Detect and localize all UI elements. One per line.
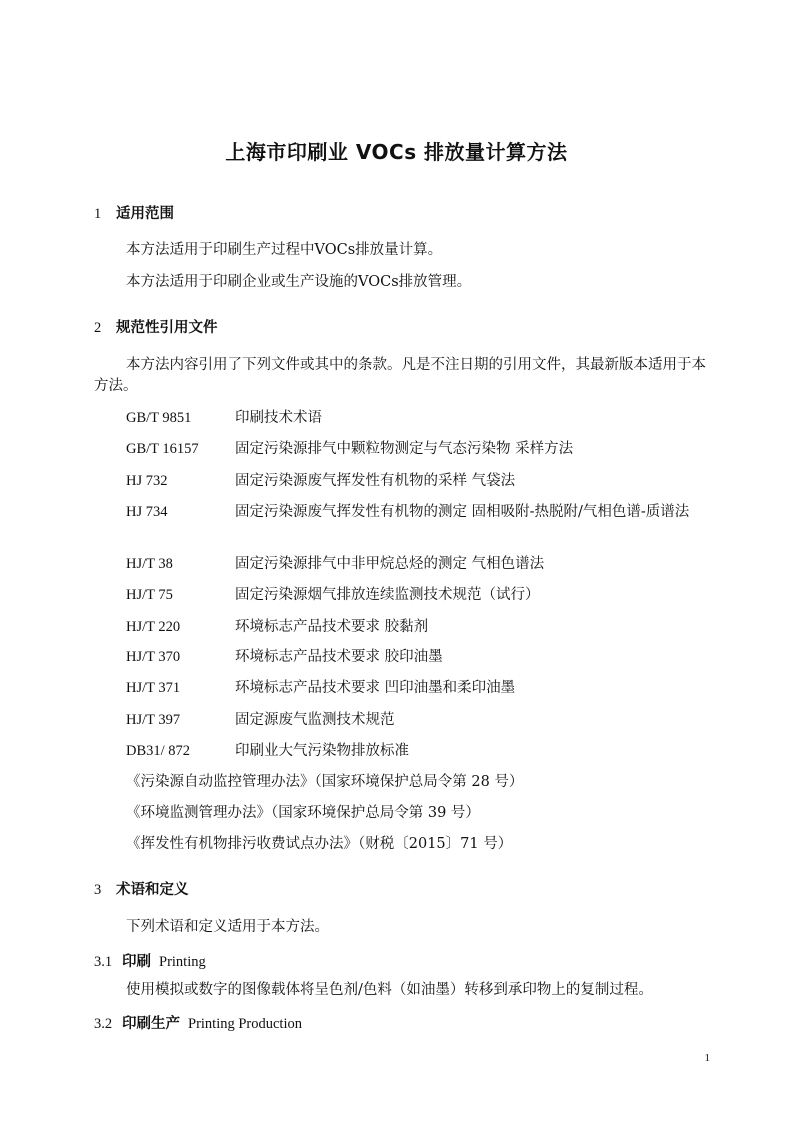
section-number: 2 <box>94 320 102 336</box>
reference-title: 固定污染源排气中颗粒物测定与气态污染物 采样方法 <box>235 441 574 457</box>
reference-code: HJ/T 38 <box>126 556 173 572</box>
reference-code: HJ 732 <box>126 473 168 489</box>
paragraph: 本方法适用于印刷企业或生产设施的VOCs排放管理。 <box>126 274 472 290</box>
paragraph: 本方法适用于印刷生产过程中VOCs排放量计算。 <box>126 242 443 258</box>
term-chinese: 印刷 <box>122 954 151 970</box>
reference-title: 固定污染源废气挥发性有机物的采样 气袋法 <box>235 473 516 489</box>
regulation-reference: 《挥发性有机物排污收费试点办法》（财税〔2015〕71 号） <box>126 836 513 852</box>
regulation-reference: 《环境监测管理办法》（国家环境保护总局令第 39 号） <box>126 805 480 821</box>
paragraph: 本方法内容引用了下列文件或其中的条款。凡是不注日期的引用文件，其最新版本适用于本方法。 <box>94 357 706 394</box>
reference-title: 环境标志产品技术要求 胶印油墨 <box>235 649 443 665</box>
reference-title: 环境标志产品技术要求 胶黏剂 <box>235 619 429 635</box>
reference-title: 固定污染源废气挥发性有机物的测定 固相吸附-热脱附/气相色谱-质谱法 <box>235 504 690 520</box>
paragraph: 下列术语和定义适用于本方法。 <box>126 919 329 935</box>
reference-code: HJ/T 220 <box>126 619 181 635</box>
reference-code: HJ/T 397 <box>126 712 181 728</box>
term-number: 3.1 <box>94 954 113 970</box>
reference-title: 印刷业大气污染物排放标准 <box>235 743 409 759</box>
term-english: Printing Production <box>188 1016 302 1032</box>
reference-title: 环境标志产品技术要求 凹印油墨和柔印油墨 <box>235 680 516 696</box>
term-chinese: 印刷生产 <box>122 1016 180 1032</box>
regulation-reference: 《污染源自动监控管理办法》（国家环境保护总局令第 28 号） <box>126 774 524 790</box>
reference-code: HJ/T 75 <box>126 587 173 603</box>
reference-code: HJ/T 370 <box>126 649 181 665</box>
reference-code: HJ/T 371 <box>126 680 181 696</box>
term-english: Printing <box>159 954 206 970</box>
term-heading <box>94 950 206 971</box>
section-1-heading <box>94 202 174 223</box>
section-title: 适用范围 <box>116 206 174 222</box>
reference-title: 固定源废气监测技术规范 <box>235 712 395 728</box>
section-title: 规范性引用文件 <box>116 320 218 336</box>
term-number: 3.2 <box>94 1016 113 1032</box>
reference-code: GB/T 16157 <box>126 441 199 457</box>
page-number: 1 <box>704 1052 710 1064</box>
section-3-heading <box>94 878 189 899</box>
section-number: 3 <box>94 882 102 898</box>
reference-code: GB/T 9851 <box>126 410 192 426</box>
section-number: 1 <box>94 206 102 222</box>
section-title: 术语和定义 <box>116 882 189 898</box>
document-title: 上海市印刷业 VOCs 排放量计算方法 <box>225 140 568 164</box>
term-heading <box>94 1012 302 1033</box>
reference-code: HJ 734 <box>126 504 168 520</box>
term-definition: 使用模拟或数字的图像载体将呈色剂/色料（如油墨）转移到承印物上的复制过程。 <box>126 982 653 998</box>
reference-code: DB31/ 872 <box>126 743 191 759</box>
reference-title: 固定污染源烟气排放连续监测技术规范（试行） <box>235 587 540 603</box>
reference-title: 固定污染源排气中非甲烷总烃的测定 气相色谱法 <box>235 556 545 572</box>
reference-title: 印刷技术术语 <box>235 410 322 426</box>
section-2-heading <box>94 316 218 337</box>
